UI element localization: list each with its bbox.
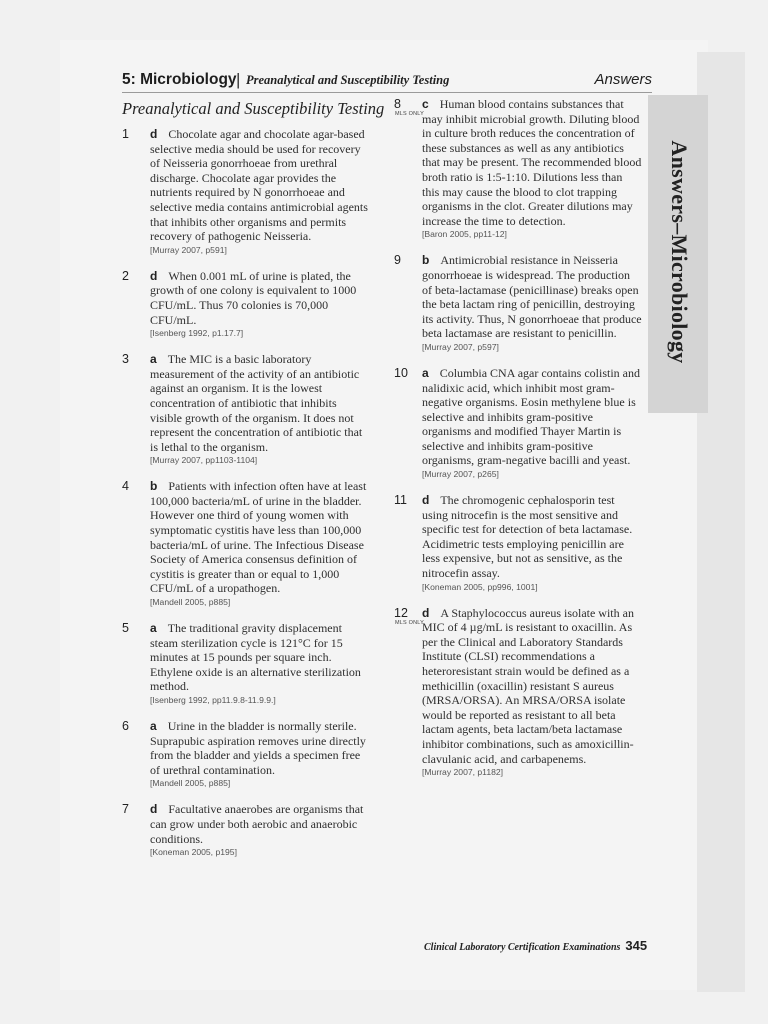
answer-letter: a bbox=[150, 352, 157, 367]
answer-letter: d bbox=[150, 268, 158, 283]
answer-text: The MIC is a basic laboratory measurement of the activity of an antibiotic against an organism. It is the lowest concentration of antibiotic that inhibits visible growth of the organism. It does not represent the concentration of antibiotic that is lethal to the organism. bbox=[150, 352, 363, 454]
answer-item bbox=[394, 606, 642, 779]
answer-letter: b bbox=[150, 479, 158, 494]
question-number: 8 bbox=[394, 97, 401, 111]
answer-reference: [Murray 2007, p265] bbox=[422, 469, 499, 480]
answer-item bbox=[122, 352, 370, 466]
answer-item bbox=[394, 366, 642, 480]
answer-body bbox=[150, 269, 370, 327]
question-number: 3 bbox=[122, 352, 129, 367]
question-number: 2 bbox=[122, 268, 129, 283]
answer-body bbox=[422, 606, 642, 767]
answer-letter: a bbox=[422, 365, 429, 380]
mls-only-tag: MLS ONLY bbox=[395, 619, 425, 626]
footer-book-title: Clinical Laboratory Certification Examinations bbox=[424, 942, 621, 953]
right-column bbox=[394, 97, 642, 791]
answer-reference: [Isenberg 1992, pp11.9.8-11.9.9.] bbox=[150, 695, 276, 705]
answer-reference: [Koneman 2005, p195] bbox=[150, 847, 237, 858]
answer-body bbox=[422, 253, 642, 341]
answer-reference: [Baron 2005, pp11-12] bbox=[422, 229, 507, 240]
question-number: 1 bbox=[122, 127, 129, 141]
header-separator: | bbox=[236, 70, 241, 89]
answer-letter: d bbox=[422, 605, 430, 620]
answer-body bbox=[150, 719, 370, 777]
header-rule bbox=[122, 92, 652, 93]
answer-reference: [Murray 2007, p1182] bbox=[422, 767, 504, 778]
chapter-subtitle: Preanalytical and Susceptibility Testing bbox=[246, 73, 450, 87]
question-number: 9 bbox=[394, 253, 401, 268]
answer-letter: d bbox=[150, 802, 158, 817]
answer-body bbox=[422, 493, 642, 581]
answer-reference: [Murray 2007, p591] bbox=[150, 244, 227, 255]
answer-letter: b bbox=[422, 253, 430, 268]
section-title: Preanalytical and Susceptibility Testing bbox=[122, 99, 385, 118]
question-number: 5 bbox=[122, 621, 129, 636]
page-footer bbox=[424, 938, 647, 953]
question-number: 6 bbox=[122, 719, 129, 733]
chapter-title: 5: Microbiology bbox=[122, 71, 237, 88]
answer-item bbox=[394, 493, 642, 593]
page-number: 345 bbox=[625, 938, 648, 953]
answer-item bbox=[122, 719, 370, 789]
answer-item bbox=[122, 269, 370, 339]
answer-reference: [Koneman 2005, pp996, 1001] bbox=[422, 581, 538, 592]
answer-reference: [Mandell 2005, p885] bbox=[150, 597, 231, 608]
answer-reference: [Isenberg 1992, p1.17.7] bbox=[150, 328, 244, 339]
answer-reference: [Murray 2007, pp1103-1104] bbox=[150, 455, 258, 466]
answer-letter: a bbox=[150, 719, 157, 733]
answer-letter: d bbox=[422, 493, 430, 508]
answer-letter: c bbox=[422, 97, 429, 111]
answer-reference: [Mandell 2005, p885] bbox=[150, 778, 231, 789]
answer-item bbox=[394, 97, 642, 240]
question-number: 11 bbox=[394, 493, 407, 508]
question-number: 7 bbox=[122, 802, 129, 817]
answer-body bbox=[150, 352, 370, 454]
answer-body bbox=[150, 802, 370, 846]
answer-item bbox=[122, 621, 370, 706]
answer-item bbox=[394, 253, 642, 353]
answer-body bbox=[150, 479, 370, 596]
answer-letter: a bbox=[150, 621, 157, 636]
answer-text: Antimicrobial resistance in Neisseria gonorrhoeae is widespread. The production of beta-lactamase (penicillinase) breaks open the beta lactam ring of penicillin, destroying its activity. Thus, N gonorrhoeae that produce beta lactamase are resistant to penicillin. bbox=[422, 253, 642, 341]
header-answers-label: Answers bbox=[594, 71, 652, 88]
answer-text: Facultative anaerobes are organisms that can grow under both aerobic and anaerobic conditions. bbox=[150, 802, 364, 846]
running-header bbox=[122, 70, 652, 92]
question-number: 10 bbox=[394, 365, 408, 380]
answer-text: Urine in the bladder is normally sterile. Suprapubic aspiration removes urine directly from the bladder and yields a specimen free of urethral contamination. bbox=[150, 719, 366, 777]
answer-text: The chromogenic cephalosporin test using nitrocefin is the most sensitive and specific test for detection of beta lactamase. Acidimetric tests employing penicillin are less expensive, but not as sensitive, as the nitrocefin assay. bbox=[422, 493, 633, 581]
answer-text: When 0.001 mL of urine is plated, the growth of one colony is equivalent to 1000 CFU/mL. Thus 70 colonies is 70,000 CFU/mL. bbox=[150, 268, 357, 327]
answer-item bbox=[122, 802, 370, 858]
left-column bbox=[122, 127, 370, 871]
answer-text: The traditional gravity displacement steam sterilization cycle is 121°C for 15 minutes at 15 pounds per square inch. Ethylene oxide is an alternative sterilization method. bbox=[150, 621, 361, 694]
question-number: 12 bbox=[394, 605, 408, 620]
answer-body bbox=[422, 366, 642, 468]
answer-item bbox=[122, 479, 370, 608]
mls-only-tag: MLS ONLY bbox=[395, 111, 425, 117]
answer-text: A Staphylococcus aureus isolate with an MIC of 4 µg/mL is resistant to oxacillin. As per the Clinical and Laboratory Standards Institute (CLSI) recommendations a heteroresistant strain would be defined as a methicillin (oxacillin) resistant S aureus (MRSA/ORSA). An MRSA/ORSA isolate would be reported as resistant to all beta lactam agents, beta lactam/beta lactamase inhibitor combinations, such as amoxicillin-clavulanic acid, and carbapenems. bbox=[422, 605, 634, 766]
answer-text: Patients with infection often have at least 100,000 bacteria/mL of urine in the bladder. However one third of young women with symptomatic cystitis have less than 100,000 bacteria/mL of urine. The Infectious Disease Society of America consensus definition of cystitis is greater than or equal to 1,000 CFU/mL of a uropathogen. bbox=[150, 479, 367, 596]
side-tab-label: Answers–Microbiology bbox=[667, 140, 692, 364]
answer-text: Columbia CNA agar contains colistin and nalidixic acid, which inhibit most gram-negative organisms. Eosin methylene blue is selective and inhibits gram-positive organisms and modified Thayer Martin is selective and inhibits gram-positive organisms, gram-negative bacilli and yeast. bbox=[422, 365, 640, 468]
answer-text: Chocolate agar and chocolate agar-based selective media should be used for recovery of Neisseria gonorrhoeae from urethral discharge. Chocolate agar provides the nutrients required by N gonorrhoeae and selective media contains antimicrobial agents that inhibits other organisms and permits recovery of pathogenic Neisseria. bbox=[150, 127, 368, 244]
answer-body bbox=[150, 621, 370, 694]
answer-text: Human blood contains substances that may inhibit microbial growth. Diluting blood in culture broth reduces the concentration of these substances as well as any antibiotics that may be present. The recommended blood broth ratio is 1:5-1:10. Dilutions less than this may cause the blood to clot trapping organisms in the clot. Greater dilutions may increase the time to detection. bbox=[422, 97, 642, 228]
question-number: 4 bbox=[122, 479, 129, 494]
answer-reference: [Murray 2007, p597] bbox=[422, 341, 499, 352]
answer-item bbox=[122, 127, 370, 256]
answer-body bbox=[150, 127, 370, 244]
answer-body bbox=[422, 97, 642, 228]
answer-letter: d bbox=[150, 127, 158, 141]
